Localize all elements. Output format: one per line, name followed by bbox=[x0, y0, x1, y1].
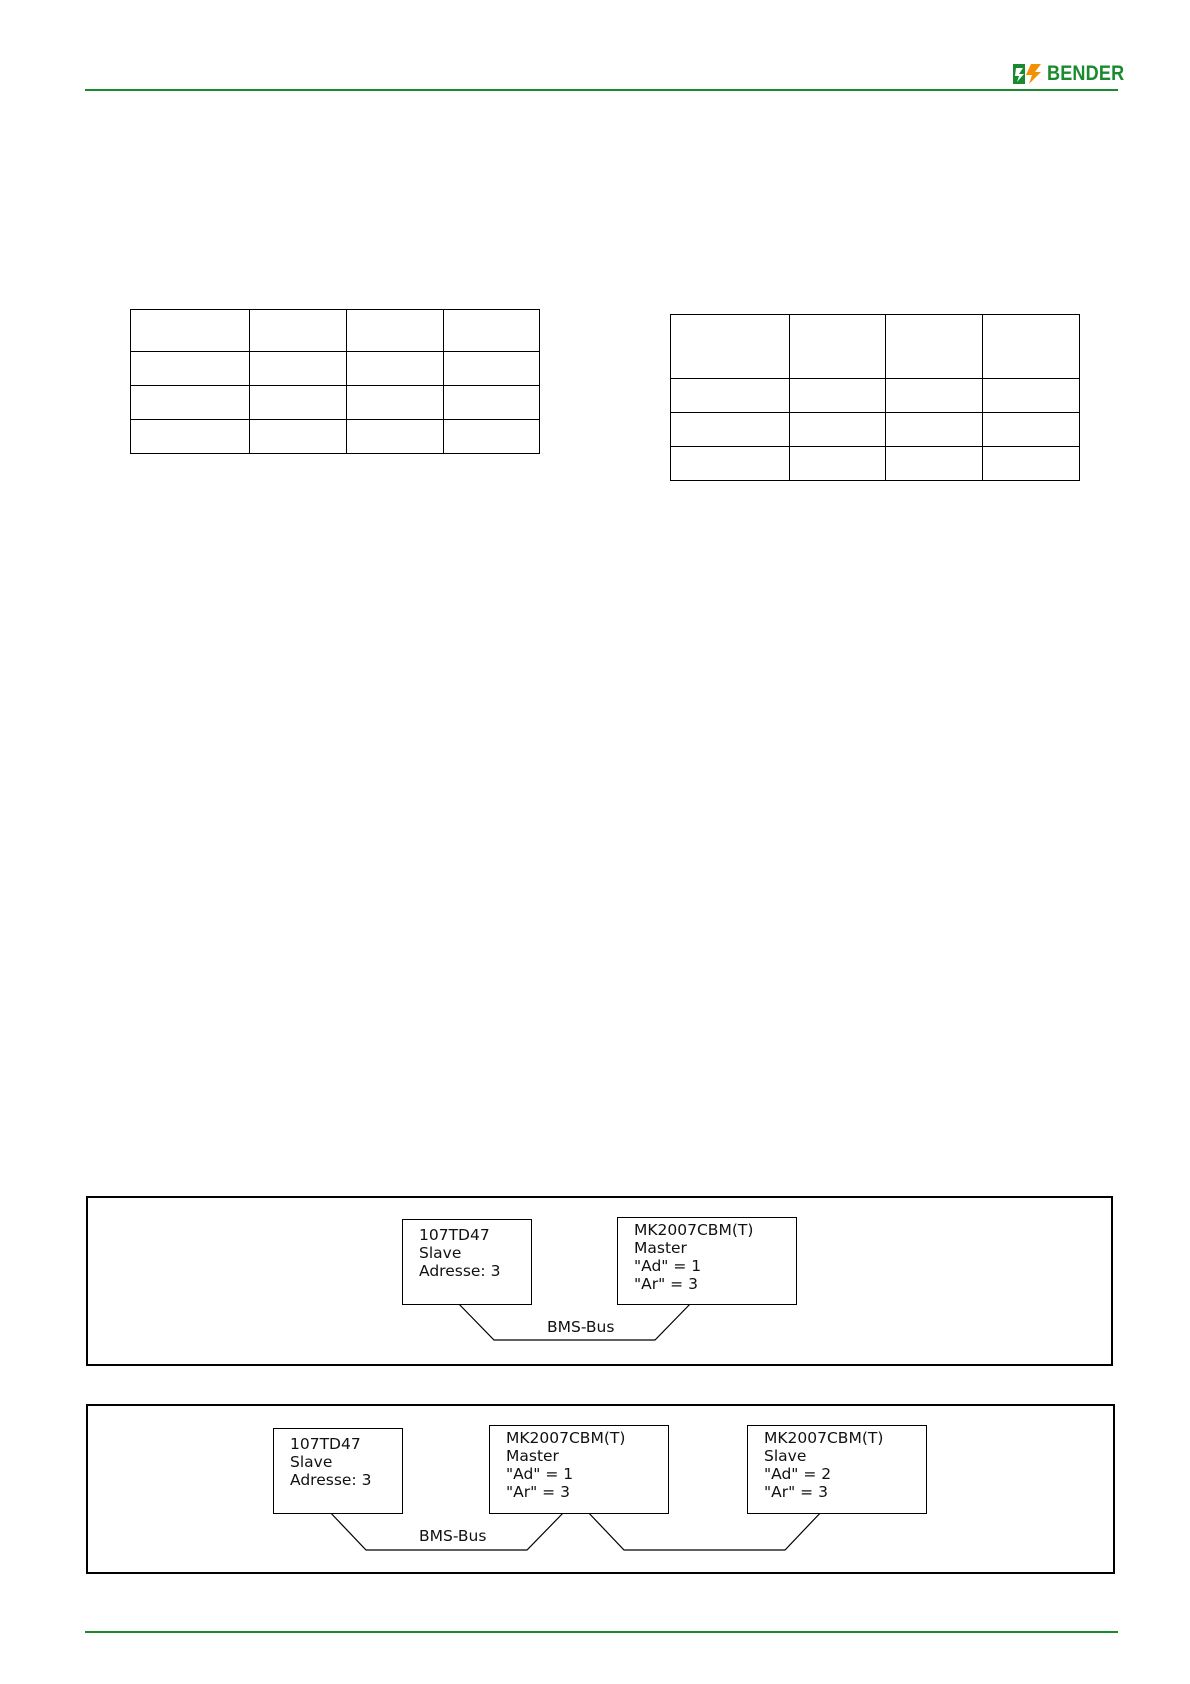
device-label: MK2007CBM(T) bbox=[634, 1221, 754, 1239]
device-address: Adresse: 3 bbox=[419, 1262, 501, 1280]
device-mk2007cbm-master bbox=[489, 1425, 669, 1514]
device-address: Adresse: 3 bbox=[290, 1471, 372, 1489]
device-mk2007cbm-slave bbox=[747, 1425, 927, 1514]
diagram-frame-1 bbox=[86, 1196, 1113, 1366]
device-ar: "Ar" = 3 bbox=[764, 1483, 828, 1501]
device-107td47-slave bbox=[273, 1428, 403, 1514]
device-role: Slave bbox=[419, 1244, 462, 1262]
device-label: 107TD47 bbox=[290, 1435, 361, 1453]
device-ar: "Ar" = 3 bbox=[634, 1275, 698, 1293]
device-role: Slave bbox=[290, 1453, 333, 1471]
device-label: 107TD47 bbox=[419, 1226, 490, 1244]
device-ad: "Ad" = 2 bbox=[764, 1465, 832, 1483]
device-ad: "Ad" = 1 bbox=[634, 1257, 702, 1275]
device-role: Slave bbox=[764, 1447, 807, 1465]
device-ad: "Ad" = 1 bbox=[506, 1465, 574, 1483]
device-role: Master bbox=[506, 1447, 559, 1465]
bus-label: BMS-Bus bbox=[547, 1318, 615, 1336]
device-label: MK2007CBM(T) bbox=[506, 1429, 626, 1447]
device-107td47-slave bbox=[402, 1219, 532, 1305]
device-mk2007cbm-master bbox=[617, 1217, 797, 1305]
footer-rule bbox=[85, 1631, 1118, 1633]
device-ar: "Ar" = 3 bbox=[506, 1483, 570, 1501]
device-role: Master bbox=[634, 1239, 687, 1257]
logo-text: BENDER bbox=[1047, 62, 1125, 85]
device-label: MK2007CBM(T) bbox=[764, 1429, 884, 1447]
bus-label: BMS-Bus bbox=[419, 1527, 487, 1545]
